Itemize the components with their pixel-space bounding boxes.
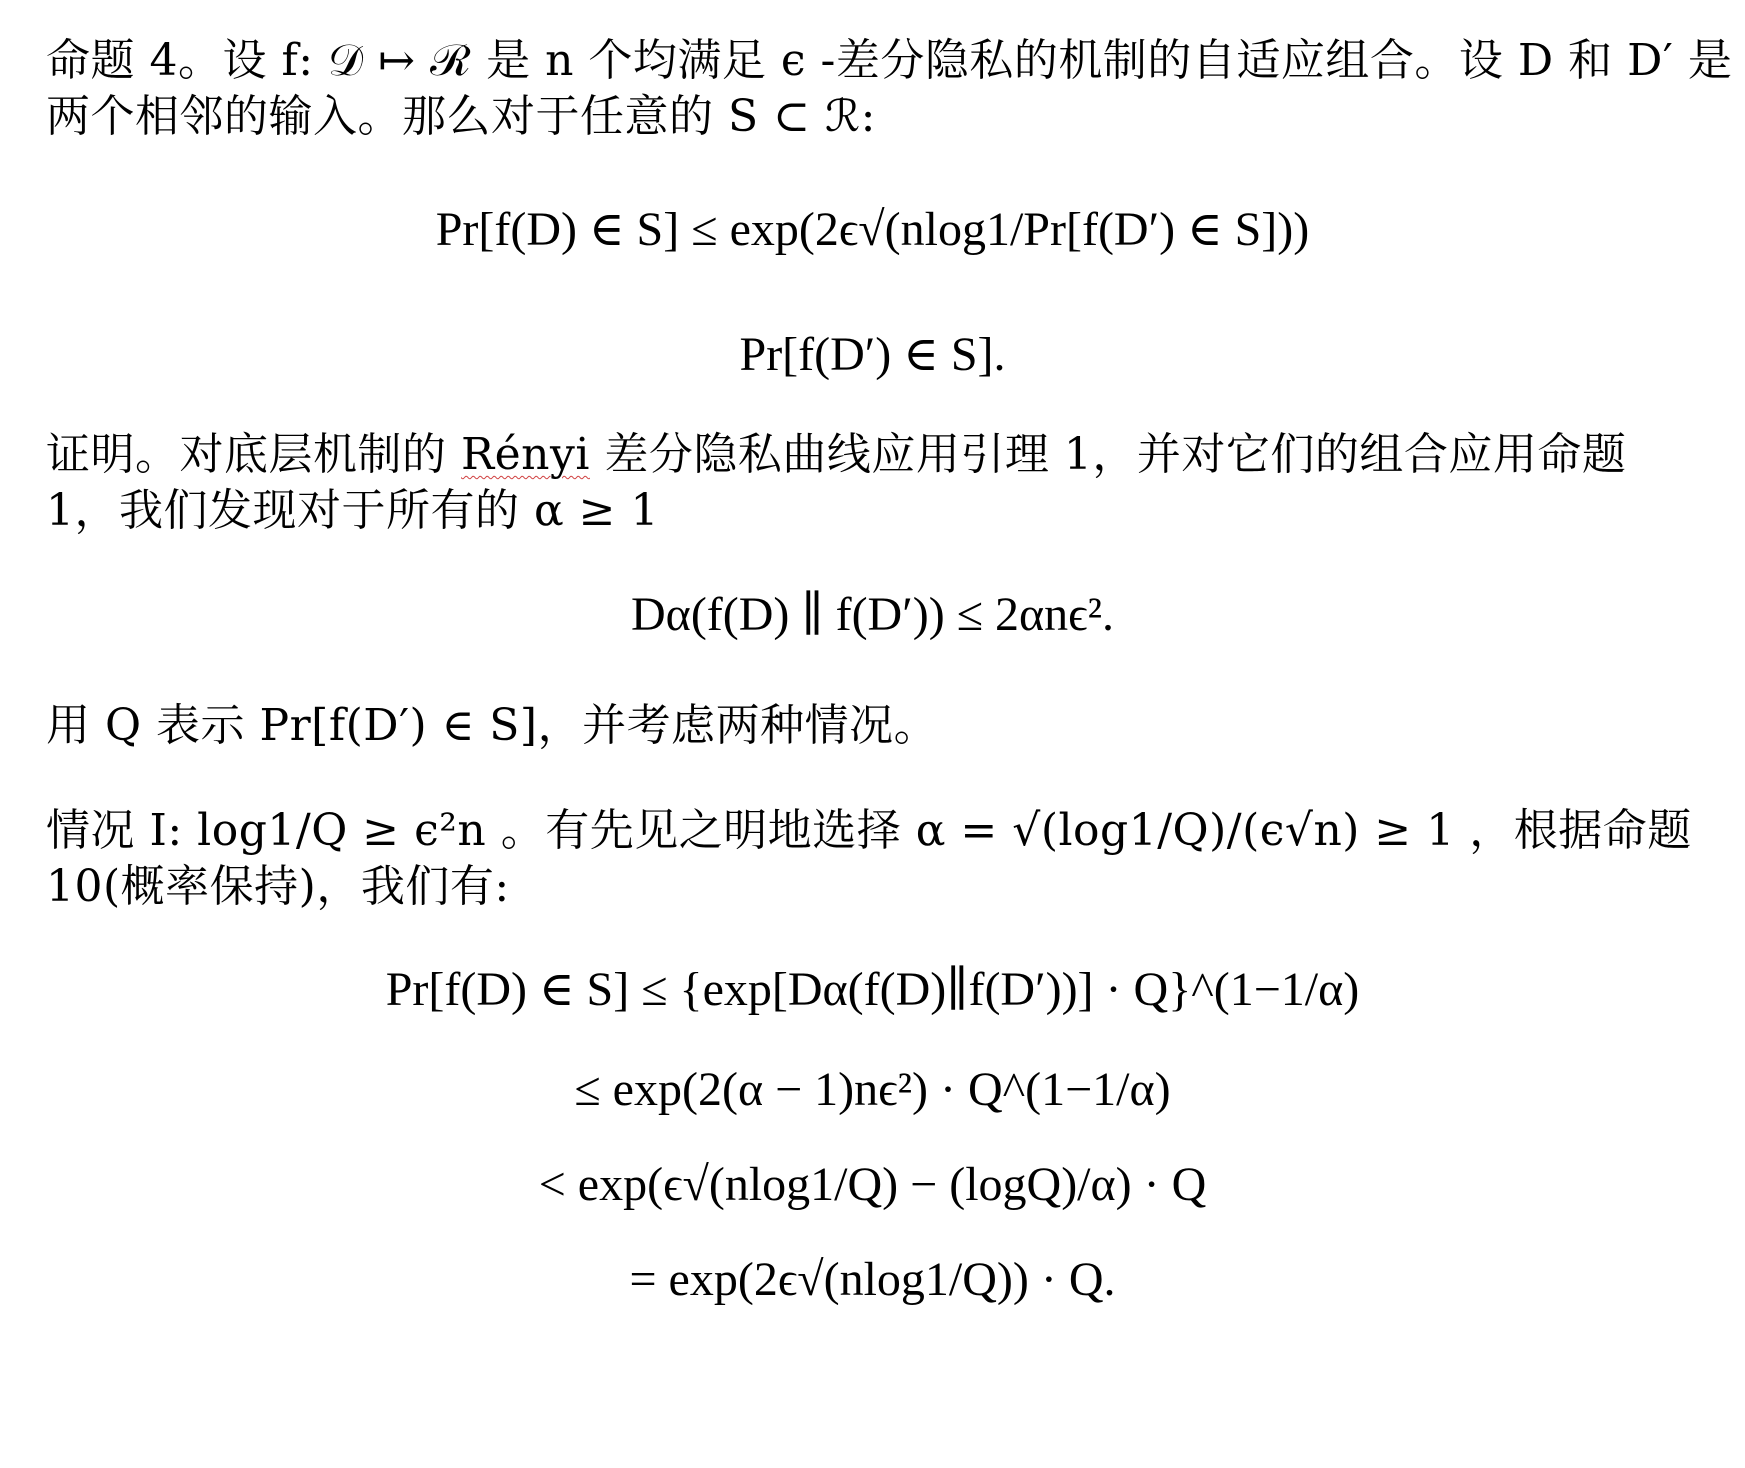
equation-3-line-2: ≤ exp(2(α − 1)nϵ²) · Q^(1−1/α) xyxy=(574,1063,1171,1116)
renyi-word: Rényi xyxy=(461,429,590,480)
proposition-line-1: 命题 4。设 f: 𝒟 ↦ ℛ 是 n 个均满足 ϵ -差分隐私的机制的自适应组合。设 D 和 D′ 是 xyxy=(46,35,1733,86)
proof-line-1-suffix: 差分隐私曲线应用引理 1，并对它们的组合应用命题 xyxy=(589,429,1627,480)
equation-3-line-4: = exp(2ϵ√(nlog1/Q)) · Q. xyxy=(629,1253,1116,1306)
equation-3-line-1: Pr[f(D) ∈ S] ≤ {exp[Dα(f(D)∥f(D′))] · Q}^(1−1/α) xyxy=(385,963,1360,1016)
equation-1-line-1: Pr[f(D) ∈ S] ≤ exp(2ϵ√(nlog1/Pr[f(D′) ∈ S])) xyxy=(435,203,1310,256)
proof-line-1-prefix: 证明。对底层机制的 xyxy=(46,429,461,480)
denote-line: 用 Q 表示 Pr[f(D′) ∈ S]，并考虑两种情况。 xyxy=(46,700,939,751)
equation-3-line-3: < exp(ϵ√(nlog1/Q) − (logQ)/α) · Q xyxy=(538,1158,1207,1211)
equation-2: Dα(f(D) ∥ f(D′)) ≤ 2αnϵ². xyxy=(631,588,1114,641)
equation-1-line-2: Pr[f(D′) ∈ S]. xyxy=(739,328,1006,381)
proposition-line-2: 两个相邻的输入。那么对于任意的 S ⊂ ℛ: xyxy=(46,91,876,142)
proof-line-2: 1，我们发现对于所有的 α ≥ 1 xyxy=(46,485,660,536)
case-1-line-2: 10(概率保持)，我们有: xyxy=(46,861,510,912)
proof-line-1 xyxy=(46,424,1706,486)
case-1-line-1: 情况 I: log1/Q ≥ ϵ²n 。有先见之明地选择 α = √(log1/Q)/(ϵ√n) ≥ 1 ，根据命题 xyxy=(46,805,1692,856)
